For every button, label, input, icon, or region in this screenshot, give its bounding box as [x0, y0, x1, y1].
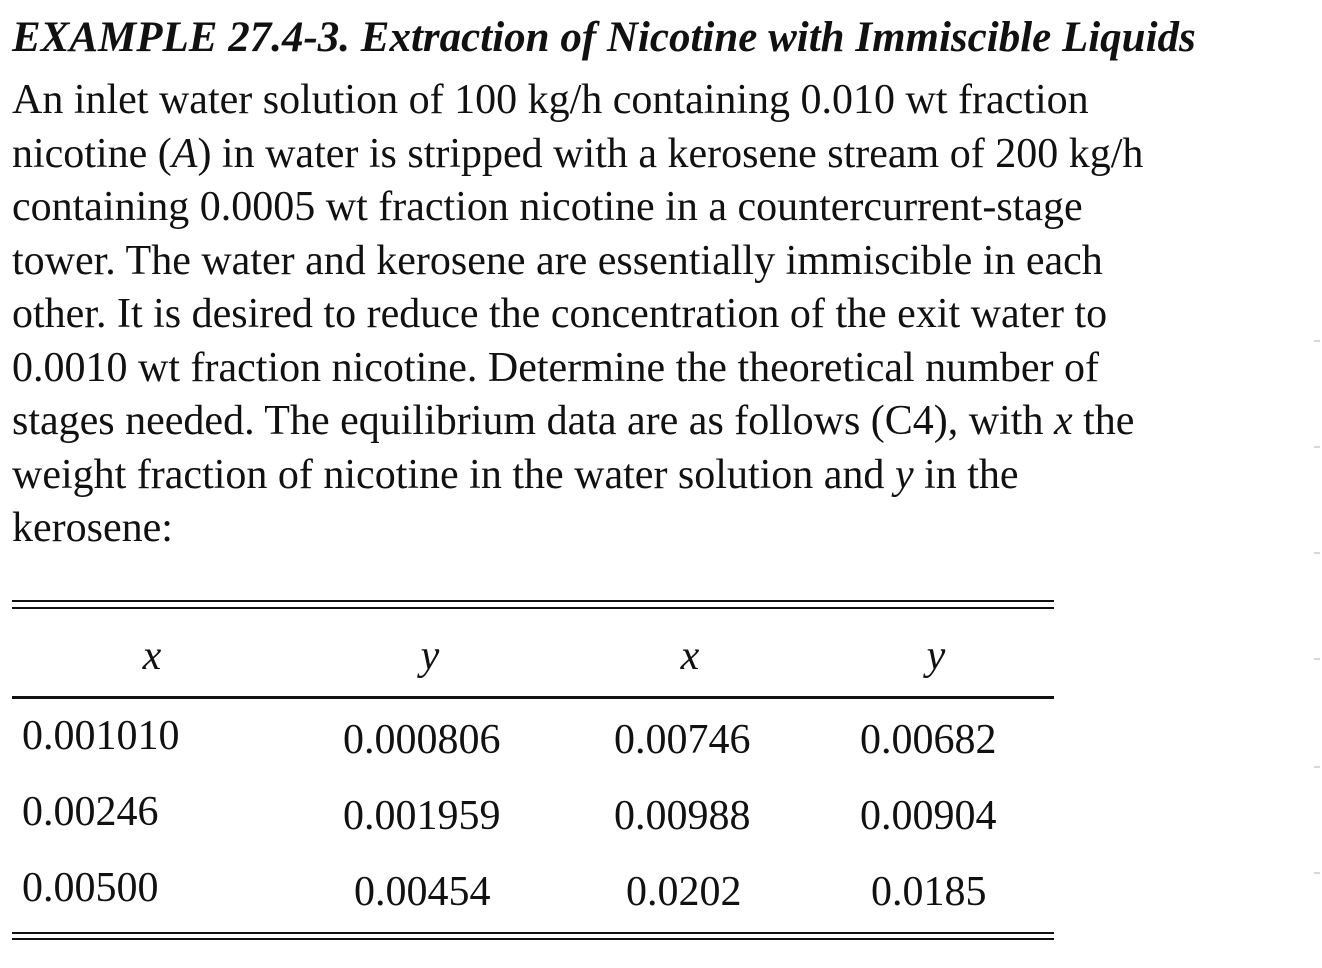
variable-x: x — [1053, 398, 1073, 444]
header-y-2: y — [926, 633, 946, 679]
statement-line-2: nicotine (A) in water is stripped with a kerosene stream of 200 kg/h — [12, 130, 1144, 177]
variable-y: y — [894, 451, 914, 498]
table-header-rule — [12, 696, 1054, 699]
cell-r1-c3: 0.00746 — [614, 717, 751, 763]
cell-r3-c1: 0.00500 — [22, 865, 159, 911]
table-bottom-rule — [12, 932, 1054, 934]
cell-r2-c1: 0.00246 — [22, 789, 159, 835]
example-title: EXAMPLE 27.4-3. Extraction of Nicotine with Immiscible Liquids — [12, 14, 1196, 61]
header-y-1: y — [420, 633, 440, 679]
statement-line-5: other. It is desired to reduce the concentration of the exit water to — [12, 291, 1108, 337]
cell-r1-c4: 0.00682 — [860, 717, 997, 763]
variable-a: A — [171, 130, 198, 177]
table-top-rule — [12, 600, 1054, 602]
edge-mark — [1314, 446, 1320, 448]
statement-line-9: kerosene: — [12, 505, 173, 551]
statement-line-4: tower. The water and kerosene are essentially immiscible in each — [12, 237, 1103, 284]
cell-r2-c2: 0.001959 — [343, 793, 501, 839]
cell-r3-c4: 0.0185 — [871, 869, 987, 915]
cell-r1-c1: 0.001010 — [22, 713, 180, 759]
problem-statement — [12, 74, 1302, 556]
edge-mark — [1314, 766, 1320, 768]
statement-line-6: 0.0010 wt fraction nicotine. Determine the theoretical number of — [12, 344, 1099, 391]
cell-r2-c4: 0.00904 — [860, 793, 997, 839]
cell-r3-c3: 0.0202 — [626, 869, 742, 915]
edge-mark — [1314, 552, 1320, 554]
edge-mark — [1314, 340, 1320, 342]
table-bottom-rule-outer — [12, 938, 1054, 940]
edge-mark — [1314, 658, 1320, 660]
header-x-2: x — [680, 633, 700, 679]
header-x-1: x — [142, 633, 162, 679]
table-top-rule-inner — [12, 607, 1054, 609]
statement-line-8: weight fraction of nicotine in the water solution and y in the — [12, 451, 1019, 498]
cell-r2-c3: 0.00988 — [614, 793, 751, 839]
cell-r1-c2: 0.000806 — [343, 717, 501, 763]
statement-line-1: An inlet water solution of 100 kg/h containing 0.010 wt fraction — [12, 77, 1089, 123]
statement-line-7: stages needed. The equilibrium data are as follows (C4), with x the — [12, 398, 1135, 444]
statement-line-3: containing 0.0005 wt fraction nicotine in a countercurrent-stage — [12, 184, 1083, 230]
edge-mark — [1314, 872, 1320, 874]
cell-r3-c2: 0.00454 — [354, 869, 491, 915]
